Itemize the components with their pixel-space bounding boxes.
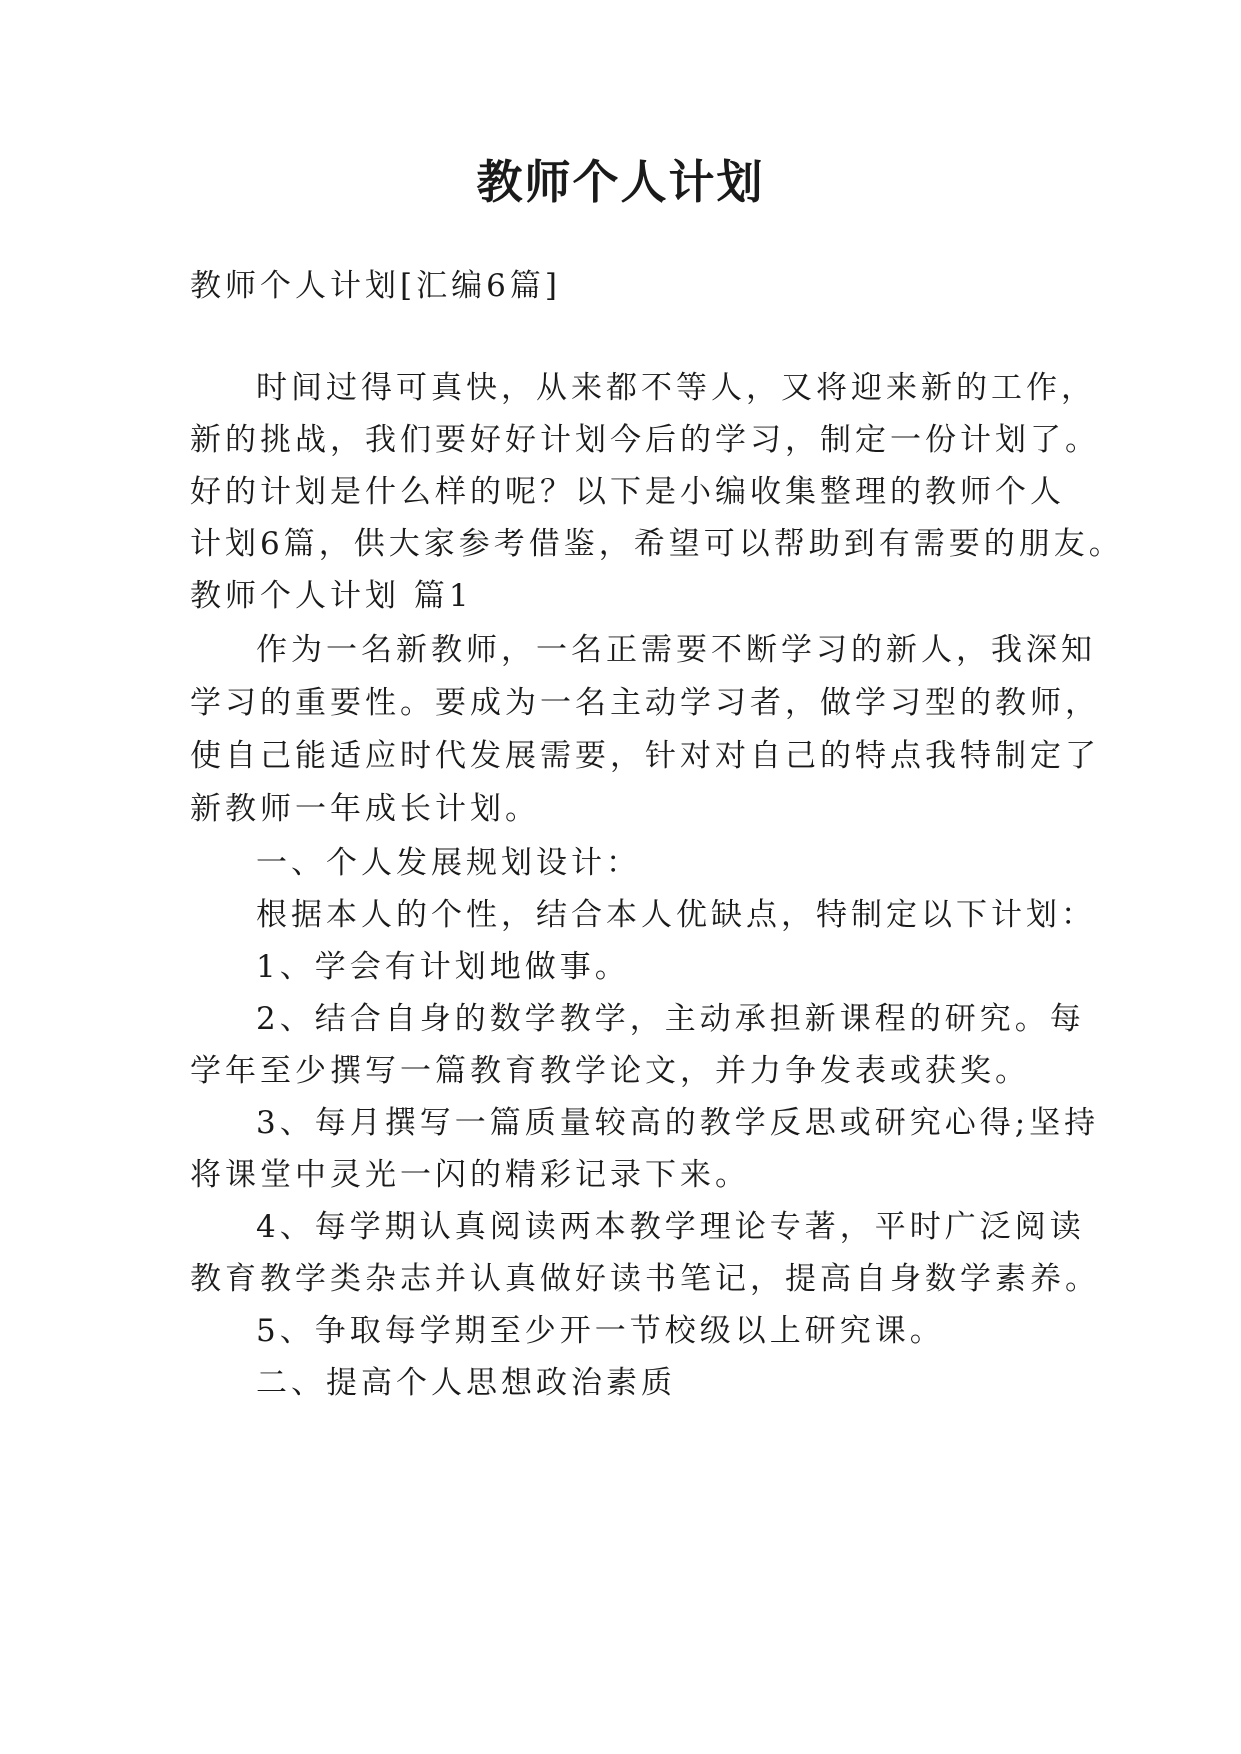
intro-line: 时间过得可真快，从来都不等人，又将迎来新的工作，: [256, 370, 1096, 406]
section-heading: 教师个人计划 篇1: [190, 578, 473, 614]
heading-personal-development: 一、个人发展规划设计：: [256, 845, 641, 881]
paragraph-line: 新教师一年成长计划。: [190, 791, 540, 827]
paragraph-line: 使自己能适应时代发展需要，针对对自己的特点我特制定了: [190, 738, 1100, 774]
list-item: 3、每月撰写一篇质量较高的教学反思或研究心得;坚持: [256, 1105, 1100, 1141]
list-item-continuation: 将课堂中灵光一闪的精彩记录下来。: [190, 1157, 750, 1193]
list-item: 4、每学期认真阅读两本教学理论专著，平时广泛阅读: [256, 1209, 1085, 1245]
heading-political-quality: 二、提高个人思想政治素质: [256, 1365, 676, 1401]
list-item-continuation: 学年至少撰写一篇教育教学论文，并力争发表或获奖。: [190, 1053, 1030, 1089]
list-item: 5、争取每学期至少开一节校级以上研究课。: [256, 1313, 945, 1349]
intro-line: 新的挑战，我们要好好计划今后的学习，制定一份计划了。: [190, 422, 1100, 458]
paragraph-line: 根据本人的个性，结合本人优缺点，特制定以下计划：: [256, 897, 1096, 933]
intro-line: 计划6篇，供大家参考借鉴，希望可以帮助到有需要的朋友。: [190, 526, 1124, 562]
paragraph-line: 作为一名新教师，一名正需要不断学习的新人，我深知: [256, 632, 1096, 668]
list-item-continuation: 教育教学类杂志并认真做好读书笔记，提高自身数学素养。: [190, 1261, 1100, 1297]
list-item: 1、学会有计划地做事。: [256, 949, 630, 985]
page-title: 教师个人计划: [476, 155, 765, 209]
intro-line: 好的计划是什么样的呢？以下是小编收集整理的教师个人: [190, 474, 1065, 510]
document-subtitle: 教师个人计划[汇编6篇]: [190, 268, 561, 304]
paragraph-line: 学习的重要性。要成为一名主动学习者，做学习型的教师，: [190, 685, 1100, 721]
list-item: 2、结合自身的数学教学，主动承担新课程的研究。每: [256, 1001, 1085, 1037]
